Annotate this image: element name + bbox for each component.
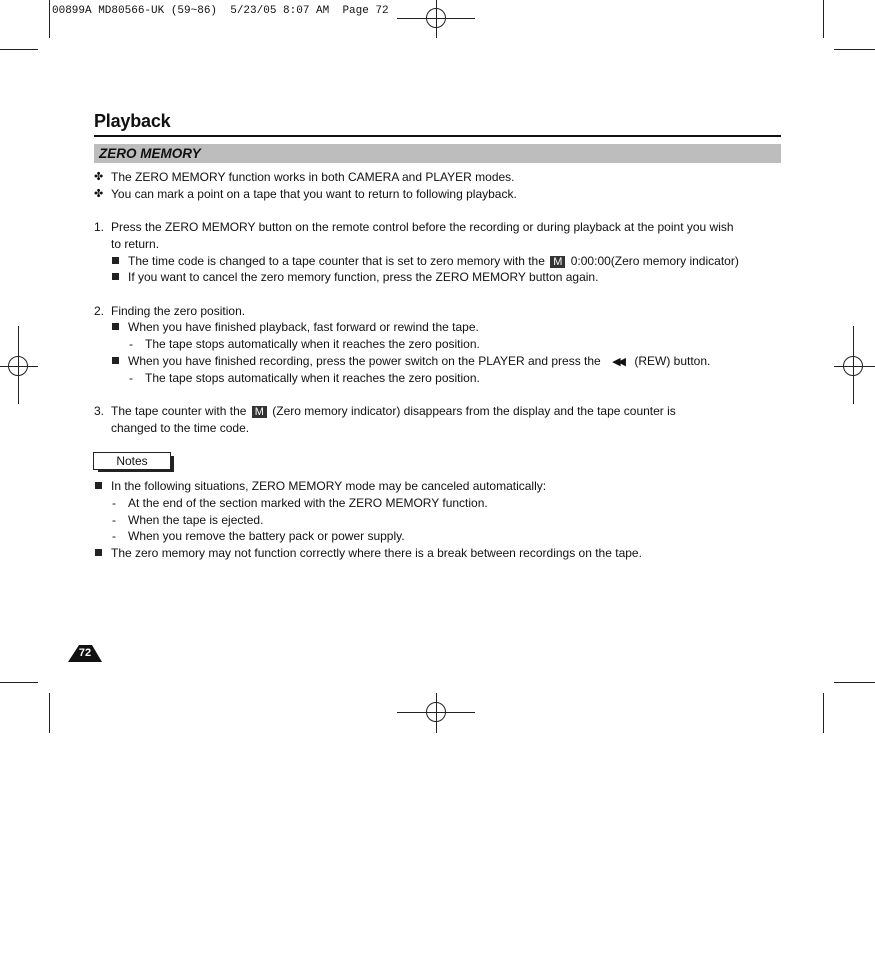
printer-slug: 00899A MD80566-UK (59~86) 5/23/05 8:07 AM Page 72 (52, 5, 389, 17)
crop-mark (49, 0, 50, 38)
rewind-icon: ◀◀ (612, 356, 623, 368)
cross-bullet-icon: ✤ (94, 171, 104, 183)
crop-mark (823, 693, 824, 733)
notes-item-2: The zero memory may not function correctly where there is a break between recordings on the tape. (111, 546, 642, 560)
step-number: 1. (94, 220, 105, 234)
step1-line-1: Press the ZERO MEMORY button on the remote control before the recording or during playback at the point you wish (111, 220, 734, 234)
notes-item-1: In the following situations, ZERO MEMORY mode may be canceled automatically: (111, 479, 547, 493)
step3-line-1: The tape counter with the M (Zero memory indicator) disappears from the display and the tape counter is (111, 404, 676, 418)
dash-bullet: - (129, 371, 133, 385)
step-number: 3. (94, 404, 105, 418)
crop-mark (0, 49, 38, 50)
zero-memory-indicator-icon: M (550, 256, 565, 268)
step2-line-1: Finding the zero position. (111, 304, 246, 318)
square-bullet-icon (95, 549, 102, 556)
step3-line-2: changed to the time code. (111, 421, 250, 435)
notes-dash-3: When you remove the battery pack or power supply. (128, 529, 405, 543)
notes-label: Notes (93, 452, 171, 470)
section-title: ZERO MEMORY (99, 146, 201, 161)
page-title: Playback (94, 111, 171, 131)
dash-bullet: - (129, 337, 133, 351)
step1-bullet-1: The time code is changed to a tape counter that is set to zero memory with the M 0:00:00(Zero memory indicator) (128, 254, 739, 268)
step2-bullet-1: When you have finished playback, fast forward or rewind the tape. (128, 320, 479, 334)
crop-mark (0, 682, 38, 683)
notes-dash-2: When the tape is ejected. (128, 513, 264, 527)
crop-mark (834, 49, 875, 50)
crop-mark (823, 0, 824, 38)
cross-bullet-icon: ✤ (94, 188, 104, 200)
step1-line-2: to return. (111, 237, 160, 251)
page-number: 72 (78, 647, 92, 659)
dash-bullet: - (112, 496, 116, 510)
square-bullet-icon (112, 273, 119, 280)
square-bullet-icon (112, 257, 119, 264)
title-rule (94, 135, 781, 137)
step1-bullet-2: If you want to cancel the zero memory function, press the ZERO MEMORY button again. (128, 270, 599, 284)
crop-mark (834, 682, 875, 683)
step2-dash-1: The tape stops automatically when it reaches the zero position. (145, 337, 480, 351)
step2-dash-2: The tape stops automatically when it reaches the zero position. (145, 371, 480, 385)
crop-mark (49, 693, 50, 733)
square-bullet-icon (112, 323, 119, 330)
step-number: 2. (94, 304, 105, 318)
dash-bullet: - (112, 513, 116, 527)
zero-memory-indicator-icon: M (252, 406, 267, 418)
intro-line-1: The ZERO MEMORY function works in both CAMERA and PLAYER modes. (111, 170, 515, 184)
square-bullet-icon (112, 357, 119, 364)
dash-bullet: - (112, 529, 116, 543)
step2-bullet-2: When you have finished recording, press the power switch on the PLAYER and press the ◀◀ (REW) button. (128, 354, 711, 368)
square-bullet-icon (95, 482, 102, 489)
notes-dash-1: At the end of the section marked with the ZERO MEMORY function. (128, 496, 488, 510)
page-number-tab (68, 644, 102, 662)
intro-line-2: You can mark a point on a tape that you want to return to following playback. (111, 187, 517, 201)
